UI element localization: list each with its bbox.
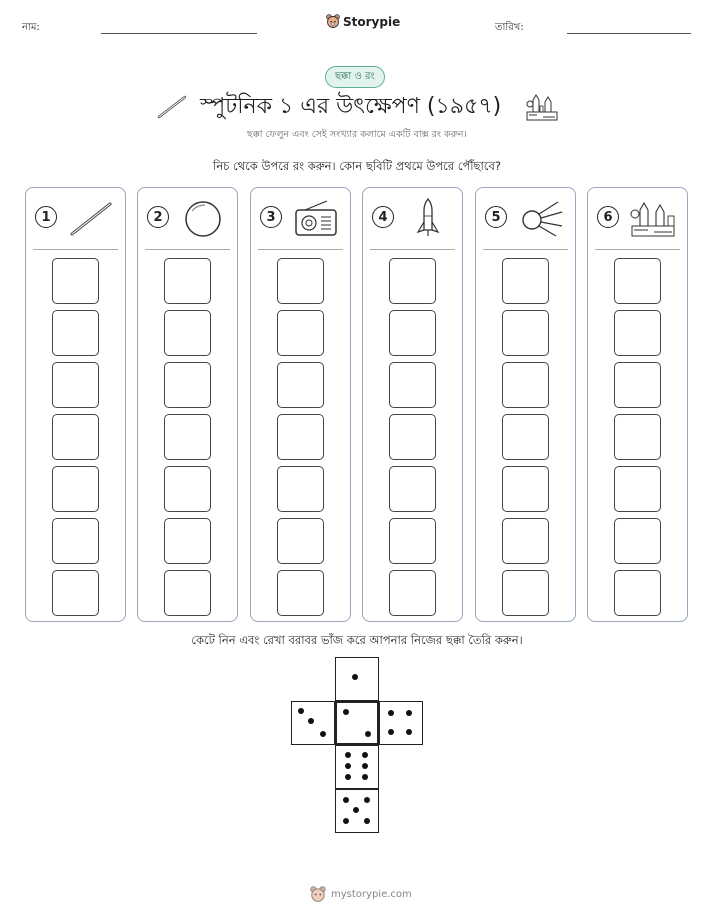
column-divider: [370, 249, 455, 250]
column-number: 5: [485, 206, 507, 228]
name-line[interactable]: [101, 33, 257, 34]
color-box[interactable]: [52, 258, 99, 304]
date-label: তারিখ:: [495, 22, 524, 33]
color-box[interactable]: [164, 258, 211, 304]
brand-name: Storypie: [343, 14, 401, 29]
column-2: [137, 187, 238, 622]
color-box[interactable]: [502, 466, 549, 512]
color-box[interactable]: [502, 362, 549, 408]
bear-mascot-icon: [310, 886, 326, 903]
color-box[interactable]: [52, 310, 99, 356]
color-box[interactable]: [614, 518, 661, 564]
color-box[interactable]: [502, 414, 549, 460]
column-number: 1: [35, 206, 57, 228]
column-divider: [33, 249, 118, 250]
color-box[interactable]: [614, 258, 661, 304]
sphere-icon: [178, 198, 228, 238]
color-box[interactable]: [277, 518, 324, 564]
color-box[interactable]: [164, 414, 211, 460]
page-title: স্পুটনিক ১ এর উৎক্ষেপণ (১৯৫৭): [200, 94, 502, 119]
page-subtitle: ছক্কা ফেলুন এবং সেই সংখ্যার কলামে একটি বাক্স রং করুন।: [247, 129, 467, 140]
column-number: 4: [372, 206, 394, 228]
satellite-icon: [516, 198, 566, 238]
color-box[interactable]: [389, 414, 436, 460]
date-line[interactable]: [567, 33, 691, 34]
name-label: নাম:: [22, 22, 40, 33]
color-box[interactable]: [52, 414, 99, 460]
color-box[interactable]: [389, 518, 436, 564]
color-box[interactable]: [502, 518, 549, 564]
color-box[interactable]: [277, 258, 324, 304]
die-face-1: [335, 657, 379, 701]
color-box[interactable]: [52, 518, 99, 564]
column-divider: [145, 249, 230, 250]
column-number: 6: [597, 206, 619, 228]
column-divider: [595, 249, 680, 250]
die-face-5: [335, 789, 379, 833]
column-6: [587, 187, 688, 622]
color-box[interactable]: [52, 570, 99, 616]
category-badge: ছক্কা ও রং: [325, 66, 385, 88]
column-1: [25, 187, 126, 622]
color-box[interactable]: [502, 570, 549, 616]
die-face-4: [379, 701, 423, 745]
color-box[interactable]: [614, 414, 661, 460]
color-box[interactable]: [502, 258, 549, 304]
die-face-3: [291, 701, 335, 745]
die-instruction: কেটে নিন এবং রেখা বরাবর ভাঁজ করে আপনার নিজের ছক্কা তৈরি করুন।: [191, 633, 523, 647]
color-box[interactable]: [389, 570, 436, 616]
column-5: [475, 187, 576, 622]
coloring-instruction: নিচ থেকে উপরে রং করুন। কোন ছবিটি প্রথমে উপরে পৌঁছাবে?: [213, 159, 501, 173]
radio-icon: [291, 198, 341, 238]
color-box[interactable]: [277, 570, 324, 616]
brand-logo: [326, 14, 400, 29]
rocket-lab-icon: [628, 198, 678, 238]
color-box[interactable]: [389, 258, 436, 304]
color-box[interactable]: [164, 362, 211, 408]
column-4: [362, 187, 463, 622]
bear-mascot-icon: [326, 14, 340, 29]
column-number: 2: [147, 206, 169, 228]
die-face-6: [335, 745, 379, 789]
color-box[interactable]: [164, 310, 211, 356]
color-box[interactable]: [389, 362, 436, 408]
color-box[interactable]: [164, 570, 211, 616]
color-box[interactable]: [614, 466, 661, 512]
rocket-lab-icon: [525, 92, 559, 122]
color-box[interactable]: [52, 362, 99, 408]
die-face-2: [335, 701, 379, 745]
color-box[interactable]: [389, 310, 436, 356]
color-box[interactable]: [164, 466, 211, 512]
column-number: 3: [260, 206, 282, 228]
footer-url[interactable]: mystorypie.com: [331, 889, 412, 900]
antenna-rod-icon: [156, 94, 188, 120]
column-3: [250, 187, 351, 622]
color-box[interactable]: [614, 570, 661, 616]
color-box[interactable]: [277, 466, 324, 512]
color-box[interactable]: [164, 518, 211, 564]
footer: [310, 886, 412, 903]
color-box[interactable]: [277, 414, 324, 460]
rocket-icon: [403, 198, 453, 238]
column-divider: [258, 249, 343, 250]
column-divider: [483, 249, 568, 250]
antenna-rod-icon: [66, 198, 116, 238]
color-box[interactable]: [52, 466, 99, 512]
color-box[interactable]: [614, 310, 661, 356]
color-box[interactable]: [277, 362, 324, 408]
color-box[interactable]: [389, 466, 436, 512]
color-box[interactable]: [614, 362, 661, 408]
color-box[interactable]: [277, 310, 324, 356]
color-box[interactable]: [502, 310, 549, 356]
